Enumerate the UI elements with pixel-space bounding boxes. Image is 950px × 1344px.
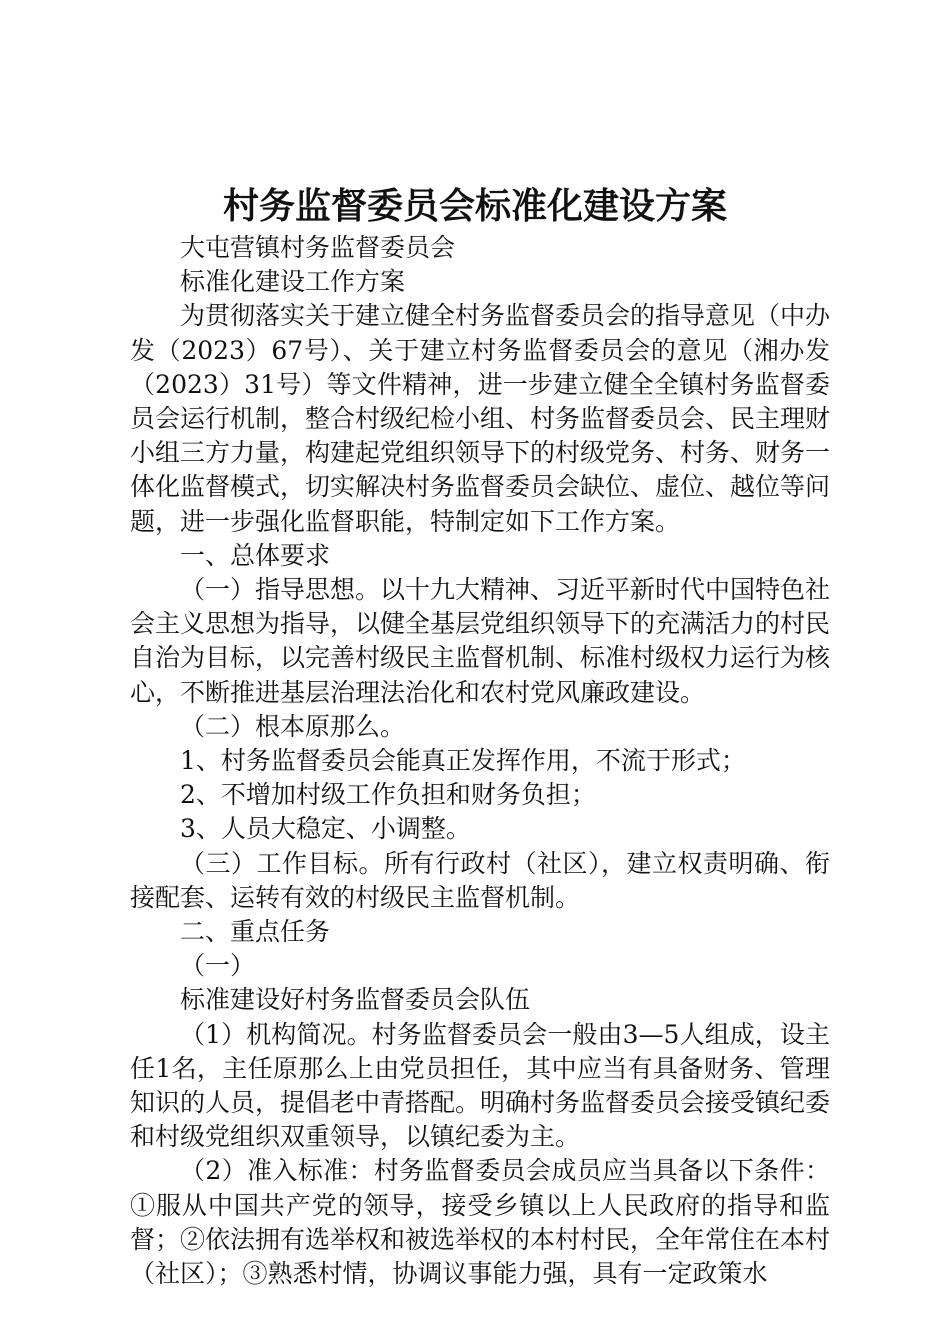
admission-standards-paragraph: （2）准入标准：村务监督委员会成员应当具备以下条件：①服从中国共产党的领导，接受乡镇以上人民政府的指导和监督；②依法拥有选举权和被选举权的本村村民，全年常住在本村（社区）；③熟悉村情，协调议事能力强，具有一定政策水: [130, 1156, 831, 1289]
principle-item-1: 1、村务监督委员会能真正发挥作用，不流于形式；: [180, 746, 746, 776]
organization-overview-paragraph: （1）机构简况。村务监督委员会一般由3—5人组成，设主任1名，主任原那么上由党员担任，其中应当有具备财务、管理知识的人员，提倡老中青搭配。明确村务监督委员会接受镇纪委和村级党组织双重领导，以镇纪委为主。: [130, 1019, 831, 1152]
document-title: 村务监督委员会标准化建设方案: [222, 185, 727, 227]
principle-item-2: 2、不增加村级工作负担和财务负担；: [180, 780, 596, 810]
plan-subtitle-line: 标准化建设工作方案: [180, 267, 406, 297]
work-goals-paragraph: （三）工作目标。所有行政村（社区），建立权责明确、衔接配套、运转有效的村级民主监督机制。: [130, 848, 830, 912]
section-heading-general-requirements: 一、总体要求: [180, 540, 331, 570]
section-heading-key-tasks: 二、重点任务: [180, 917, 331, 947]
org-name-line: 大屯营镇村务监督委员会: [180, 233, 456, 262]
document-body: [130, 231, 830, 1291]
subsection-number: （一）: [180, 951, 256, 981]
guiding-ideology-paragraph: （一）指导思想。以十九大精神、习近平新时代中国特色社会主义思想为指导，以健全基层党组织领导下的充满活力的村民自治为目标，以完善村级民主监督机制、标准村级权力运行为核心，不断推进基层治理法治化和农村党风廉政建设。: [130, 575, 831, 707]
intro-paragraph: 为贯彻落实关于建立健全村务监督委员会的指导意见（中办发（2023）67号）、关于建立村务监督委员会的意见（湘办发（2023）31号）等文件精神，进一步建立健全全镇村务监督委员会运行机制，整合村级纪检小组、村务监督委员会、民主理财小组三方力量，构建起党组织领导下的村级党务、村务、财务一体化监督模式，切实解决村务监督委员会缺位、虚位、越位等问题，进一步强化监督职能，特制定如下工作方案。: [130, 301, 831, 536]
basic-principles-heading: （二）根本原那么。: [180, 711, 406, 741]
subsection-heading-team-building: 标准建设好村务监督委员会队伍: [180, 985, 531, 1015]
principle-item-3: 3、人员大稳定、小调整。: [180, 814, 471, 844]
